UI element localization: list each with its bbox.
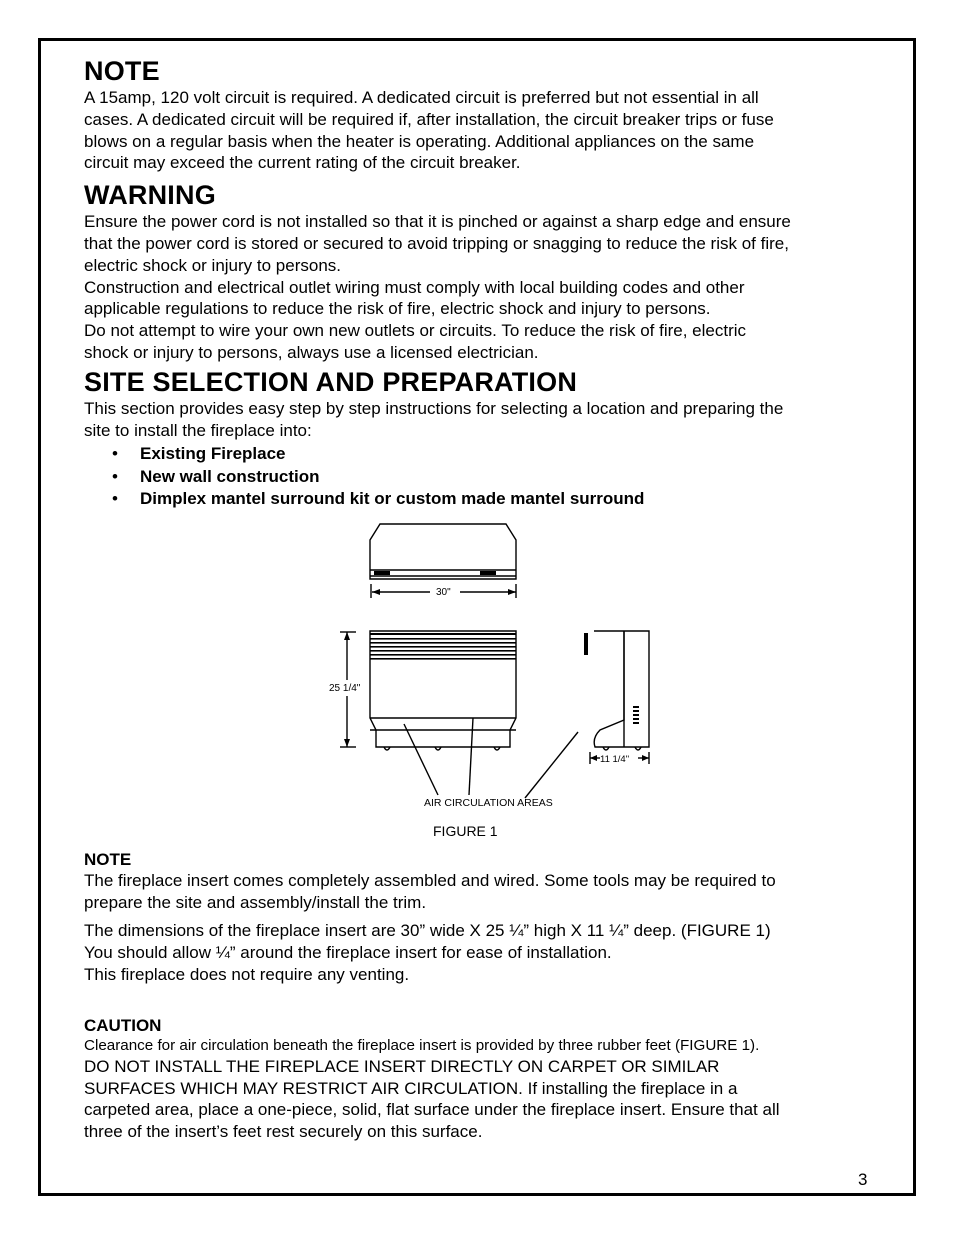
- bullet-glyph: •: [112, 444, 118, 464]
- figure-caption: FIGURE 1: [433, 823, 498, 839]
- warning-line: shock or injury to persons, always use a licensed electrician.: [84, 342, 539, 362]
- warning-line: Ensure the power cord is not installed so that it is pinched or against a sharp edge and ensure: [84, 212, 791, 232]
- bullet-text: New wall construction: [140, 466, 320, 486]
- caution-line: SURFACES WHICH MAY RESTRICT AIR CIRCULATION. If installing the fireplace in a: [84, 1078, 738, 1098]
- side-view-details: [584, 633, 639, 724]
- air-circulation-label: AIR CIRCULATION AREAS: [424, 797, 553, 809]
- dims-line: You should allow ¼” around the fireplace insert for ease of installation.: [84, 943, 612, 963]
- caution-line: three of the insert’s feet rest securely on this surface.: [84, 1122, 483, 1142]
- site-bullet-list: [84, 443, 874, 511]
- width-label: 30": [436, 587, 451, 598]
- bullet-item: [112, 488, 874, 511]
- warning-line: Construction and electrical outlet wiring must comply with local building codes and other: [84, 277, 745, 297]
- bullet-text: Existing Fireplace: [140, 444, 286, 464]
- front-view-grille: [370, 633, 516, 660]
- warning-line: Do not attempt to wire your own new outlets or circuits. To reduce the risk of fire, electric: [84, 321, 747, 341]
- height-label: 25 1/4": [329, 683, 361, 694]
- figure-1-diagram: [320, 520, 660, 845]
- depth-label: 11 1/4": [600, 754, 630, 765]
- air-pointer-line: [404, 724, 438, 795]
- bullet-glyph: •: [112, 489, 118, 509]
- note2-line: The fireplace insert comes completely assembled and wired. Some tools may be required to: [84, 870, 776, 890]
- note-line: circuit may exceed the current rating of the circuit breaker.: [84, 153, 521, 173]
- caution-line: carpeted area, place a one-piece, solid, flat surface under the fireplace insert. Ensure that all: [84, 1100, 780, 1120]
- side-view-outline: [594, 631, 649, 747]
- note-line: A 15amp, 120 volt circuit is required. A dedicated circuit is preferred but not essential in all: [84, 88, 759, 107]
- dims-line: The dimensions of the fireplace insert are 30” wide X 25 ¼” high X 11 ¼” deep. (FIGURE 1): [84, 921, 771, 941]
- caution-small-line: Clearance for air circulation beneath the fireplace insert is provided by three rubber feet (FIGURE 1).: [84, 1036, 760, 1054]
- page-number: 3: [858, 1170, 868, 1189]
- caution-heading: CAUTION: [84, 1015, 162, 1035]
- note-heading: NOTE: [84, 56, 160, 86]
- caution-line: DO NOT INSTALL THE FIREPLACE INSERT DIRECTLY ON CARPET OR SIMILAR: [84, 1056, 720, 1076]
- bullet-text: Dimplex mantel surround kit or custom made mantel surround: [140, 489, 645, 509]
- warning-line: that the power cord is stored or secured to avoid tripping or snagging to reduce the risk of fire,: [84, 233, 789, 253]
- note-line: cases. A dedicated circuit will be required if, after installation, the circuit breaker trips or fuse: [84, 109, 774, 129]
- bullet-item: [112, 466, 874, 489]
- site-line: site to install the fireplace into:: [84, 420, 312, 440]
- warning-line: electric shock or injury to persons.: [84, 255, 341, 275]
- site-line: This section provides easy step by step instructions for selecting a location and preparing the: [84, 398, 784, 418]
- warning-line: applicable regulations to reduce the risk of fire, electric shock and injury to persons.: [84, 299, 711, 319]
- bullet-glyph: •: [112, 466, 118, 486]
- site-heading: SITE SELECTION AND PREPARATION: [84, 366, 578, 397]
- dims-line: This fireplace does not require any venting.: [84, 965, 410, 985]
- top-view-outline: [370, 524, 516, 579]
- note2-heading: NOTE: [84, 849, 132, 869]
- warning-heading: WARNING: [84, 180, 216, 211]
- bullet-item: [112, 443, 874, 466]
- note-line: blows on a regular basis when the heater is operating. Additional appliances on the same: [84, 131, 755, 151]
- note2-line: prepare the site and assembly/install the trim.: [84, 892, 427, 912]
- top-view-bars: [374, 571, 496, 575]
- air-pointer-line: [525, 732, 578, 798]
- dim-arrows: [344, 589, 649, 761]
